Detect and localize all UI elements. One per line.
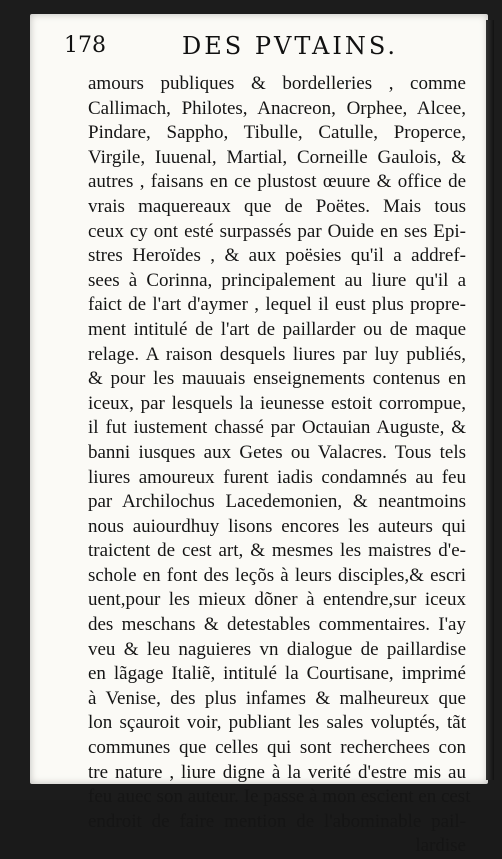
text-line: Virgile, Iuuenal, Martial, Corneille Gaulois, & — [88, 146, 466, 168]
text-line: Pindare, Sappho, Tibulle, Catulle, Properce, — [88, 122, 466, 144]
page-edge-shadow — [486, 20, 494, 780]
text-line: vrais maquereaux que de Poëtes. Mais tous — [88, 195, 466, 217]
text-line: feu auec son auteur. Ie passe à mon escient en cest — [88, 786, 471, 808]
page-number: 178 — [64, 33, 106, 58]
text-line: nous auiourdhuy lisons encores les auteurs qui — [88, 515, 466, 537]
text-line: liures amoureux furent iadis condamnés au feu — [88, 466, 466, 488]
text-line: ment intitulé de l'art de paillarder ou de maque — [88, 318, 466, 340]
text-line: par Archilochus Lacedemonien, & neantmoins — [88, 491, 466, 513]
text-line: communes que celles qui sont recherchees con — [88, 737, 466, 759]
text-line: autres , faisans en ce plustost œuure & office de — [88, 171, 466, 193]
text-line: uent,pour les mieux dõner à entendre,sur iceux — [88, 589, 466, 611]
text-line: relage. A raison desquels liures par luy publiés, — [88, 343, 466, 365]
running-head: DES PVTAINS. — [182, 32, 399, 60]
catchword: lardise — [415, 835, 466, 857]
text-line: des meschans & detestables commentaires. I'ay — [88, 614, 466, 636]
text-line: schole en font des leçõs à leurs disciples,& escri — [88, 564, 466, 586]
text-line: tre nature , liure digne à la verité d'estre mis au — [88, 761, 466, 783]
text-line: sees à Corinna, principalement au liure qu'il a — [88, 269, 466, 291]
text-line: banni iusques aux Getes ou Valacres. Tous tels — [88, 441, 466, 463]
text-line: il fut iustement chassé par Octauian Auguste, & — [88, 417, 466, 439]
main-text-block — [88, 72, 471, 859]
text-line: ceux cy ont esté surpassés par Ouide en ses Epi- — [88, 220, 466, 242]
text-line: endroit de faire mention de l'abominable pail- — [88, 810, 466, 832]
text-line: Callimach, Philotes, Anacreon, Orphee, Alcee, — [88, 97, 466, 119]
text-line: amours publiques & bordelleries , comme — [88, 73, 466, 94]
text-line: à Venise, des plus infames & malheureux que — [88, 687, 466, 709]
text-line: lon sçauroit voir, publiant les sales voluptés, tãt — [88, 712, 466, 734]
text-line: veu & leu naguieres vn dialogue de paillardise — [88, 638, 466, 660]
text-line: en lãgage Italiẽ, intitulé la Courtisane, imprimé — [88, 663, 466, 685]
text-line: & pour les mauuais enseignements contenus en — [88, 368, 466, 390]
text-line: iceux, par lesquels la ieunesse estoit corrompue, — [88, 392, 466, 414]
text-line: stres Heroïdes , & aux poësies qu'il a addref- — [88, 245, 466, 267]
text-line: faict de l'art d'aymer , lequel il eust plus propre- — [88, 294, 466, 316]
text-line: traictent de cest art, & mesmes les maistres d'e- — [88, 540, 466, 562]
